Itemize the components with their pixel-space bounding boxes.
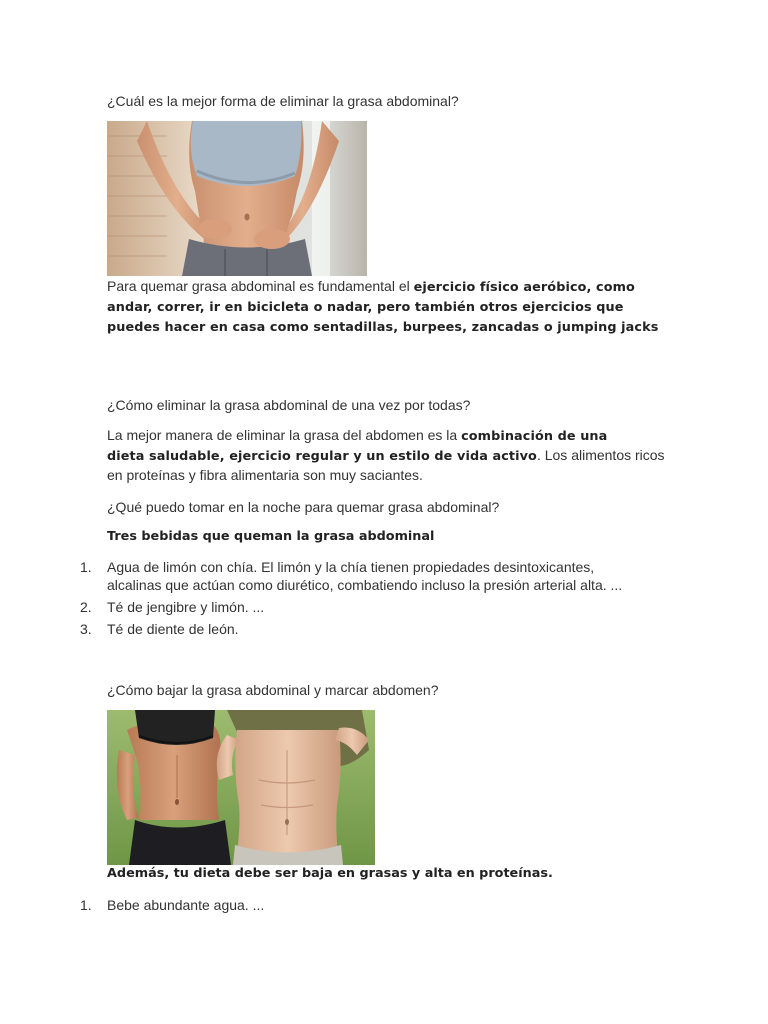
list-text: Té de jengibre y limón. ... <box>107 599 265 615</box>
paragraph-bold: puedes hacer en casa como sentadillas, burpees, zancadas o jumping jacks <box>107 320 659 335</box>
list-text <box>107 558 677 594</box>
list-number: 3. <box>80 621 92 637</box>
paragraph-bold: andar, correr, ir en bicicleta o nadar, pero también otros ejercicios que <box>107 300 624 315</box>
paragraph-text: . Los alimentos ricos <box>536 447 665 463</box>
paragraph-aerobic-exercise <box>107 277 667 337</box>
paragraph-text: en proteínas y fibra alimentaria son muy saciantes. <box>107 467 423 483</box>
heading-three-drinks: Tres bebidas que queman la grasa abdominal <box>107 529 435 544</box>
diet-statement: Además, tu dieta debe ser baja en grasas y alta en proteínas. <box>107 866 553 881</box>
paragraph-text: Para quemar grasa abdominal es fundamental el <box>107 278 414 294</box>
paragraph-bold: combinación de una <box>461 429 608 444</box>
list-line: Agua de limón con chía. El limón y la chía tienen propiedades desintoxicantes, <box>107 559 595 575</box>
paragraph-bold: dieta saludable, ejercicio regular y un estilo de vida activo <box>107 449 537 464</box>
paragraph-healthy-diet <box>107 426 667 484</box>
list-text: Té de diente de león. <box>107 621 239 637</box>
list-line: alcalinas que actúan como diurético, combatiendo incluso la presión arterial alta. ... <box>107 577 623 593</box>
question-eliminate-forever: ¿Cómo eliminar la grasa abdominal de una vez por todas? <box>107 397 471 413</box>
question-best-way: ¿Cuál es la mejor forma de eliminar la grasa abdominal? <box>107 93 459 109</box>
photo-woman-abdomen <box>107 121 367 276</box>
list-number: 1. <box>80 897 92 913</box>
list-text: Bebe abundante agua. ... <box>107 897 265 913</box>
list-number: 1. <box>80 559 92 575</box>
paragraph-text: La mejor manera de eliminar la grasa del abdomen es la <box>107 427 462 443</box>
question-mark-abs: ¿Cómo bajar la grasa abdominal y marcar abdomen? <box>107 682 439 698</box>
photo-fit-couple <box>107 710 375 865</box>
woman-abdomen-illustration <box>107 121 367 276</box>
question-night-drinks: ¿Qué puedo tomar en la noche para quemar grasa abdominal? <box>107 499 500 515</box>
paragraph-bold: ejercicio físico aeróbico, como <box>413 280 635 295</box>
fit-couple-illustration <box>107 710 375 865</box>
list-number: 2. <box>80 599 92 615</box>
